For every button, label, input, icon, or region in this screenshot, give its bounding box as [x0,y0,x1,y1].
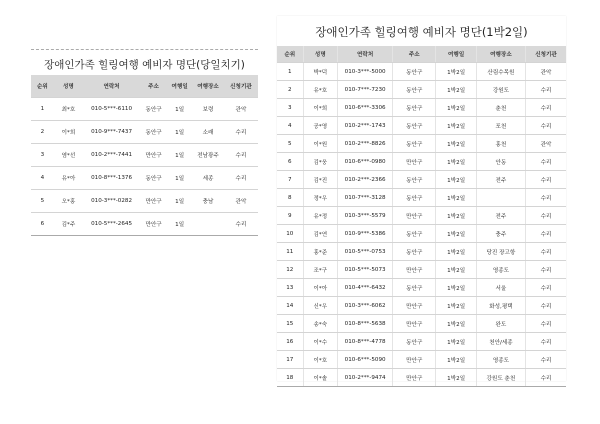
cell-address: 만안구 [393,261,436,279]
table-row [277,369,566,387]
cell-name: 김*진 [303,171,338,189]
cell-phone: 010-9***-7437 [83,121,140,144]
cell-travel-date: 1일 [167,98,192,121]
cell-rank: 6 [277,153,303,171]
cell-travel-date: 1일 [167,213,192,236]
cell-agency: 수리 [224,121,258,144]
cell-destination: 서울 [476,279,525,297]
cell-agency: 수리 [526,81,567,99]
cell-travel-date: 1박2일 [436,351,476,369]
cell-phone: 010-2***-7441 [83,144,140,167]
cell-destination: 보령 [192,98,224,121]
cell-phone: 010-2***-9474 [338,369,393,387]
cell-name: 이*희 [54,121,84,144]
cell-address: 동안구 [140,167,167,190]
cell-travel-date: 1박2일 [436,153,476,171]
table-row [31,98,258,121]
cell-rank: 1 [277,63,303,81]
cell-address: 동안구 [393,81,436,99]
column-header-name: 성명 [54,75,84,98]
table-row [277,315,566,333]
cell-phone: 010-3***-6062 [338,297,393,315]
cell-rank: 16 [277,333,303,351]
column-header-rank: 순위 [277,46,303,63]
cell-destination: 산림수목원 [476,63,525,81]
cell-phone: 010-6***-0980 [338,153,393,171]
cell-name: 공*영 [303,117,338,135]
cell-destination: 강원도 춘천 [476,369,525,387]
cell-name: 정*우 [303,189,338,207]
overnight-trip-title: 장애인가족 힐링여행 예비자 명단(1박2일) [315,25,528,39]
cell-agency: 수리 [526,171,567,189]
table-row [277,351,566,369]
column-header-phone: 연락처 [83,75,140,98]
cell-phone: 010-7***-3128 [338,189,393,207]
cell-address: 동안구 [393,117,436,135]
table-row [277,297,566,315]
column-header-destination: 여행장소 [476,46,525,63]
cell-rank: 11 [277,243,303,261]
column-header-address: 주소 [393,46,436,63]
cell-phone: 010-6***-3306 [338,99,393,117]
cell-name: 유*정 [303,207,338,225]
table-row [31,121,258,144]
cell-travel-date: 1일 [167,167,192,190]
column-header-agency: 신청기관 [526,46,567,63]
cell-phone: 010-3***-5579 [338,207,393,225]
cell-travel-date: 1박2일 [436,171,476,189]
cell-rank: 8 [277,189,303,207]
cell-address: 만안구 [393,297,436,315]
cell-phone: 010-9***-5386 [338,225,393,243]
cell-rank: 10 [277,225,303,243]
cell-agency: 수리 [526,369,567,387]
cell-travel-date: 1박2일 [436,297,476,315]
cell-rank: 3 [31,144,54,167]
overnight-trip-list [277,16,566,381]
cell-name: 이*솔 [303,369,338,387]
cell-rank: 13 [277,279,303,297]
cell-address: 동안구 [393,225,436,243]
cell-name: 이*아 [303,279,338,297]
table-row [31,167,258,190]
cell-name: 박*덕 [303,63,338,81]
cell-rank: 2 [277,81,303,99]
cell-phone: 010-5***-0753 [338,243,393,261]
table-row [277,261,566,279]
cell-name: 신*우 [303,297,338,315]
table-row [31,213,258,236]
table-row [277,189,566,207]
cell-rank: 5 [277,135,303,153]
cell-travel-date: 1박2일 [436,243,476,261]
table-row [277,171,566,189]
table-row [277,243,566,261]
cell-address: 동안구 [393,189,436,207]
cell-phone: 010-2***-8826 [338,135,393,153]
cell-address: 동안구 [393,333,436,351]
column-header-destination: 여행장소 [192,75,224,98]
cell-phone: 010-8***-4778 [338,333,393,351]
cell-name: 유*아 [54,167,84,190]
cell-agency: 수리 [526,189,567,207]
cell-destination: 충남 [192,190,224,213]
cell-destination: 강원도 [476,81,525,99]
cell-phone: 010-2***-1743 [338,117,393,135]
cell-name: 유*호 [303,81,338,99]
cell-address: 만안구 [393,207,436,225]
table-row [31,144,258,167]
cell-phone: 010-6***-5090 [338,351,393,369]
cell-name: 이*원 [303,135,338,153]
cell-travel-date: 1일 [167,121,192,144]
cell-rank: 3 [277,99,303,117]
cell-destination: 전주 [476,171,525,189]
cell-rank: 6 [31,213,54,236]
cell-name: 염*선 [54,144,84,167]
cell-travel-date: 1박2일 [436,99,476,117]
cell-travel-date: 1박2일 [436,261,476,279]
column-header-rank: 순위 [31,75,54,98]
cell-travel-date: 1박2일 [436,63,476,81]
cell-destination: 세종 [192,167,224,190]
table-row [277,117,566,135]
cell-name: 최*호 [54,98,84,121]
cell-agency: 수리 [526,351,567,369]
cell-phone: 010-5***-2645 [83,213,140,236]
cell-travel-date: 1박2일 [436,207,476,225]
cell-travel-date: 1박2일 [436,189,476,207]
cell-agency: 관악 [224,190,258,213]
column-header-address: 주소 [140,75,167,98]
table-row [277,207,566,225]
cell-agency: 수리 [526,243,567,261]
cell-address: 동안구 [140,121,167,144]
cell-travel-date: 1박2일 [436,279,476,297]
table-row [277,225,566,243]
cell-travel-date: 1박2일 [436,117,476,135]
cell-name: 김*연 [303,225,338,243]
cell-address: 동안구 [140,98,167,121]
table-row [31,190,258,213]
cell-agency: 수리 [224,213,258,236]
cell-address: 만안구 [393,369,436,387]
cell-rank: 4 [277,117,303,135]
cell-address: 동안구 [393,171,436,189]
overnight-trip-table [277,46,566,387]
day-trip-title: 장애인가족 힐링여행 예비자 명단(당일치기) [31,49,258,75]
cell-destination: 당진 장고항 [476,243,525,261]
table-row [277,279,566,297]
cell-address: 만안구 [140,144,167,167]
cell-rank: 2 [31,121,54,144]
cell-agency: 관악 [224,98,258,121]
day-trip-table [31,75,258,236]
cell-name: 이*수 [303,333,338,351]
column-header-travel-date: 여행일 [167,75,192,98]
cell-agency: 수리 [526,117,567,135]
cell-destination [192,213,224,236]
cell-rank: 7 [277,171,303,189]
cell-travel-date: 1일 [167,190,192,213]
cell-agency: 수리 [526,153,567,171]
cell-name: 이*희 [303,99,338,117]
cell-rank: 17 [277,351,303,369]
cell-travel-date: 1박2일 [436,333,476,351]
cell-agency: 수리 [526,261,567,279]
cell-travel-date: 1박2일 [436,135,476,153]
cell-rank: 4 [31,167,54,190]
cell-destination: 소래 [192,121,224,144]
cell-address: 동안구 [393,279,436,297]
cell-destination: 안동 [476,153,525,171]
cell-name: 이*호 [303,351,338,369]
cell-destination: 홍천 [476,135,525,153]
cell-address: 만안구 [393,153,436,171]
cell-address: 만안구 [140,213,167,236]
cell-rank: 12 [277,261,303,279]
cell-phone: 010-2***-2366 [338,171,393,189]
cell-destination: 전남광주 [192,144,224,167]
cell-agency: 수리 [224,167,258,190]
cell-address: 동안구 [393,243,436,261]
cell-rank: 5 [31,190,54,213]
cell-agency: 관악 [526,63,567,81]
day-trip-list [31,49,258,236]
cell-destination: 완도 [476,315,525,333]
cell-name: 오*홍 [54,190,84,213]
cell-address: 동안구 [393,135,436,153]
cell-agency: 관악 [526,135,567,153]
cell-phone: 010-8***-5638 [338,315,393,333]
cell-address: 만안구 [393,351,436,369]
cell-destination: 충주 [476,225,525,243]
table-row [277,81,566,99]
cell-agency: 수리 [526,297,567,315]
cell-agency: 수리 [526,333,567,351]
cell-destination: 화성,평택 [476,297,525,315]
cell-destination: 천안/세종 [476,333,525,351]
cell-agency: 수리 [526,315,567,333]
cell-rank: 15 [277,315,303,333]
table-row [277,63,566,81]
column-header-name: 성명 [303,46,338,63]
cell-agency: 수리 [526,99,567,117]
table-row [277,99,566,117]
cell-destination: 영종도 [476,351,525,369]
cell-travel-date: 1박2일 [436,369,476,387]
column-header-phone: 연락처 [338,46,393,63]
cell-agency: 수리 [224,144,258,167]
cell-rank: 18 [277,369,303,387]
column-header-agency: 신청기관 [224,75,258,98]
cell-destination: 전주 [476,207,525,225]
cell-name: 송*숙 [303,315,338,333]
column-header-travel-date: 여행일 [436,46,476,63]
cell-address: 만안구 [140,190,167,213]
cell-destination [476,189,525,207]
cell-agency: 수리 [526,207,567,225]
cell-travel-date: 1박2일 [436,315,476,333]
cell-rank: 9 [277,207,303,225]
cell-phone: 010-8***-1376 [83,167,140,190]
cell-phone: 010-3***-0282 [83,190,140,213]
cell-address: 동안구 [393,99,436,117]
table-row [277,153,566,171]
cell-rank: 1 [31,98,54,121]
cell-agency: 수리 [526,279,567,297]
cell-agency: 수리 [526,225,567,243]
table-row [277,333,566,351]
cell-phone: 010-7***-7230 [338,81,393,99]
cell-travel-date: 1박2일 [436,225,476,243]
cell-phone: 010-5***-6110 [83,98,140,121]
cell-rank: 14 [277,297,303,315]
table-row [277,135,566,153]
cell-name: 조*구 [303,261,338,279]
cell-destination: 영종도 [476,261,525,279]
cell-phone: 010-3***-5000 [338,63,393,81]
cell-travel-date: 1일 [167,144,192,167]
cell-destination: 춘천 [476,99,525,117]
cell-name: 홍*준 [303,243,338,261]
cell-destination: 포천 [476,117,525,135]
cell-travel-date: 1박2일 [436,81,476,99]
cell-phone: 010-4***-6432 [338,279,393,297]
cell-address: 만안구 [393,315,436,333]
cell-name: 김*웅 [303,153,338,171]
cell-address: 동안구 [393,63,436,81]
cell-phone: 010-5***-5073 [338,261,393,279]
cell-name: 김*주 [54,213,84,236]
